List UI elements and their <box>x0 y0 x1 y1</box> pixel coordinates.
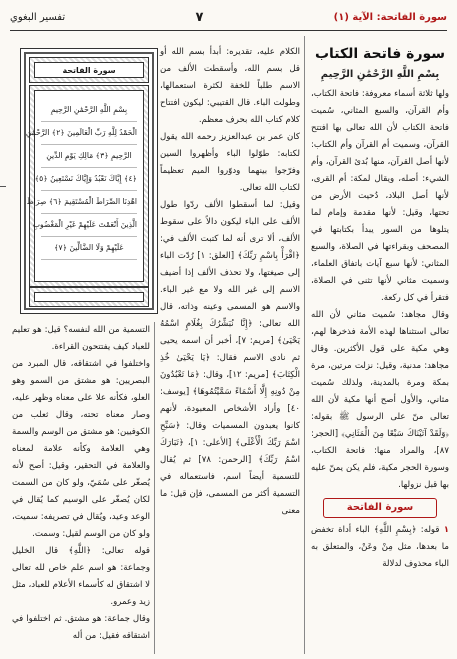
basmala-line: بِسْمِ اللَّهِ الرَّحْمَٰنِ الرَّحِيمِ <box>320 69 440 80</box>
section-heading: سورة الفاتحة <box>323 498 437 518</box>
paragraph: وقيل: لما أسقطوا الألف ردّوا طول الألف على الباء ليكون دالاً على سقوط الألف، ألا ترى أنه لما كتبت الألف في: ﴿اقْرَأْ بِاسْمِ رَبِّكَ﴾ [العلق: ١] رُدّت الباء إلى صيغتها، ولا تحذف الألف إذا أضيف الاسم إلى غير الله ولا مع غير الباء. والاسم هو المسمى وعينه وذاته، قال الله تعالى: ﴿إِنَّا نُبَشِّرُكَ بِغُلَامٍ اسْمُهُ يَحْيَىٰ﴾ [مريم: ٧]، أخبر أن اسمه يحيى ثم نادى الاسم فقال: ﴿يَا يَحْيَىٰ خُذِ الْكِتَابَ﴾ [مريم: ١٢]، وقال: ﴿مَا تَعْبُدُونَ مِنْ دُونِهِ إِلَّا أَسْمَاءً سَمَّيْتُمُوهَا﴾ [يوسف: ٤٠] وأراد الأشخاص المعبودة، لأنهم كانوا يعبدون المسميات وقال: ﴿سَبِّحِ اسْمَ رَبِّكَ الْأَعْلَى﴾ [الأعلى: ١]، ﴿تَبَارَكَ اسْمُ رَبِّكَ﴾ [الرحمن: ٧٨] ثم يُقال للتسمية أيضاً اسم، فاستعماله في التسمية أكثر من المسمى، فإن قيل: ما معنى <box>160 200 301 516</box>
mushaf-line: الَّذِينَ أَنْعَمْتَ عَلَيْهِمْ غَيْرِ الْمَغْضُوبِ <box>41 214 137 237</box>
mushaf-surah-label: سورة الفاتحة <box>62 66 116 75</box>
paragraph <box>311 522 449 573</box>
paragraph: ولها ثلاثة أسماء معروفة: فاتحة الكتاب، وأم القرآن، والسبع المثاني، سُميت فاتحة الكتاب لأن الله تعالى بها افتتح القرآن، وسميت أم القرآن وأم الكتاب: لأنها أصل القرآن، منها بُدئ القرآن، وأم الشيء: أصله، ويقال لمكة: أم القرى، لأنها أصل البلاد، دُحيت الأرض من تحتها، وقيل: لأنها مقدمة وإمام لما يتلوها من السور يبدأ بكتابتها في المصحف وبقراءتها في الصلاة، والسبع المثاني: لأنها سبع آيات باتفاق العلماء، وسميت مثاني لأنها تثنى في الصلاة، فتقرأ في كل ركعة. <box>311 89 449 303</box>
verse-number-badge: ١ <box>443 525 449 535</box>
middle-column <box>160 44 300 654</box>
mushaf-line: بِسْمِ اللَّهِ الرَّحْمَٰنِ الرَّحِيمِ <box>41 99 137 122</box>
header-rule <box>10 30 447 31</box>
left-column <box>12 322 150 654</box>
page-header <box>10 6 447 28</box>
paragraph: كان عمر بن عبدالعزيز رحمه الله يقول لكتابه: طوّلوا الباء وأظهروا السين وفرّجوا بينهما ودوّروا الميم تعظيماً لكتاب الله تعالى. <box>160 132 300 193</box>
mushaf-line: الرَّحِيمِ ﴿٣﴾ مَالِكِ يَوْمِ الدِّينِ <box>41 145 137 168</box>
paragraph: التسمية من الله لنفسه؟ قيل: هو تعليم للعباد كيف يفتتحون القراءة. <box>12 325 150 352</box>
mushaf-verse-lines <box>25 99 137 260</box>
paragraph: وقال مجاهد: سُميت مثاني لأن الله تعالى استثناها لهذه الأمة فذخرها لهم، وهي مكية على قول الأكثرين. وقال مجاهد: مدنية، وقيل: نزلت مرتين، مرة بمكة ومرة بالمدينة، ولذلك سُميت مثاني، والأول أصح أنها مكية لأن الله تعالى منّ على الرسول ﷺ بقوله: ﴿وَلَقَدْ آتَيْنَاكَ سَبْعًا مِنَ الْمَثَانِي﴾ [الحجر: ٨٧]، والمراد منها: فاتحة الكتاب، وسورة الحجر مكية، فلم يكن يمنّ عليه بها قبل نزولها. <box>311 310 449 490</box>
surah-title: سورة فاتحة الكتاب <box>314 46 446 62</box>
column-divider-left <box>154 322 155 654</box>
mushaf-line: ﴿٤﴾ إِيَّاكَ نَعْبُدُ وَإِيَّاكَ نَسْتَعِينُ ﴿٥﴾ <box>41 168 137 191</box>
mushaf-text-frame <box>25 85 149 287</box>
column-divider-right <box>304 36 305 654</box>
book-title: تفسير البغوي <box>10 11 66 23</box>
margin-tick <box>0 186 6 187</box>
paragraph: واختلفوا في اشتقاقه، قال المبرد من البصريين: هو مشتق من السمو وهو العلو، فكأنه علا على معناه وظهر عليه، وصار معناه تحته، وقال ثعلب من الكوفيين: هو مشتق من الوسم والسمة وهي العلامة وكأنه علامة لمعناه والعلامة في التحقير، وقيل: أصح لأنه يُصغّر على سُمَيّ، ولو كان من السمت لكان يُصغّر على الوسيم كما يُقال في الوعد وعيد، ويُقال في تصريفه: سميت، ولو كان من الوسم لقيل: وسمت. <box>12 359 150 539</box>
page-number: ٧ <box>195 9 204 25</box>
mushaf-footer-frame <box>29 287 149 307</box>
mushaf-page-image <box>20 48 158 314</box>
surah-reference: سورة الفاتحة: الآية (١) <box>333 11 447 23</box>
paragraph: وقال جماعة: هو مشتق. ثم اختلفوا في اشتقاقه فقيل: من أله <box>12 614 150 641</box>
right-column <box>311 44 449 654</box>
mushaf-title-frame <box>29 57 149 83</box>
paragraph: الكلام عليه، تقديره: أبدأ بسم الله أو قل بسم الله، وأسقطت الألف من الاسم طلباً للخفة لكثرة استعمالها، وطولت الباء. قال القتيبي: ليكون افتتاح كلام كتاب الله بحرف معظم. <box>160 47 300 125</box>
paragraph-text: قوله: ﴿بِسْمِ اللَّهِ﴾ الباء أداة تخفض ما بعدها، مثل مِنْ وعَنْ، والمتعلق به الباء محذوف لدلالة <box>311 525 449 569</box>
paragraph: قوله تعالى: ﴿اللَّهِ﴾ قال الخليل وجماعة: هو اسم علم خاص لله تعالى لا اشتقاق له كأسماء الأعلام للعباد، مثل زيد وعمرو. <box>12 546 150 607</box>
mushaf-line: عَلَيْهِمْ وَلَا الضَّالِّينَ ﴿٧﴾ <box>41 237 137 260</box>
mushaf-line: اهْدِنَا الصِّرَاطَ الْمُسْتَقِيمَ ﴿٦﴾ صِرَاطَ <box>41 191 137 214</box>
mushaf-line: الْحَمْدُ لِلَّهِ رَبِّ الْعَالَمِينَ ﴿٢﴾ الرَّحْمَٰنِ <box>41 122 137 145</box>
